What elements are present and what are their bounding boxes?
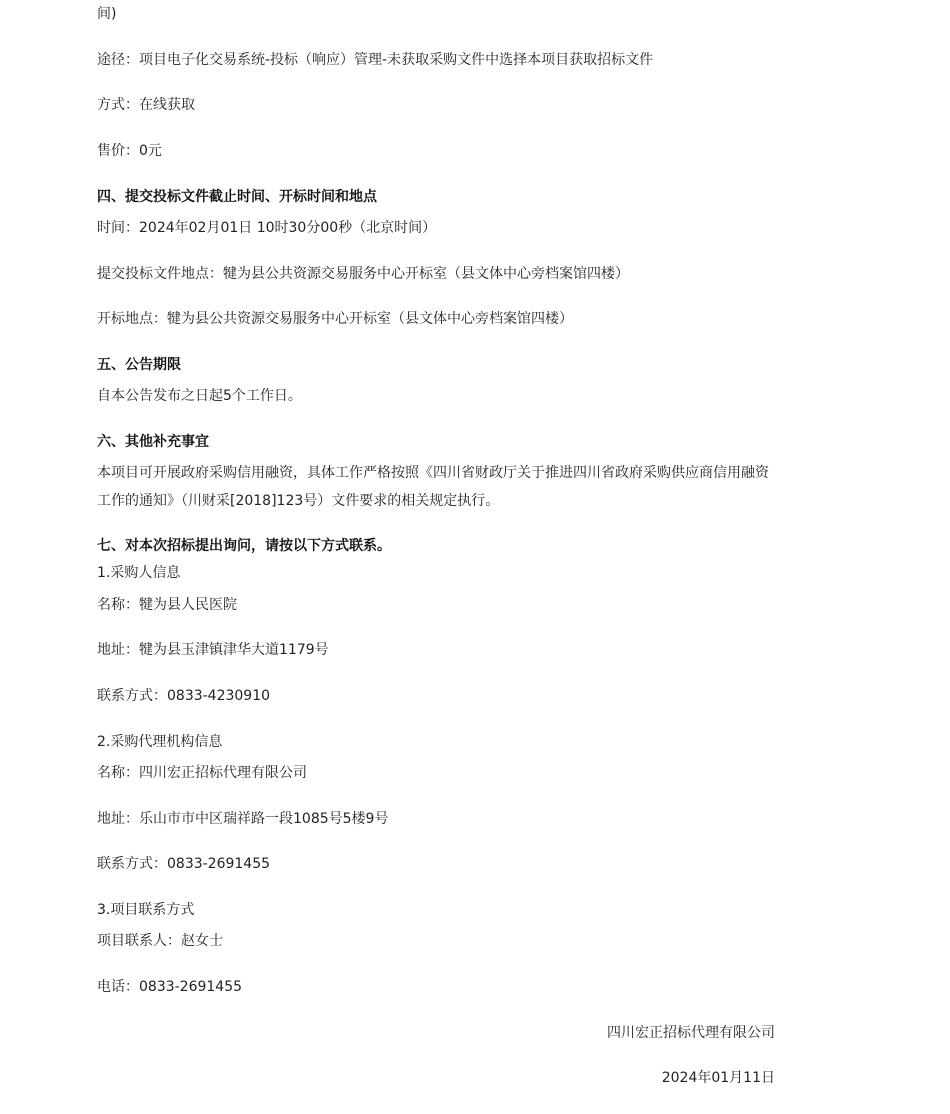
purchaser-info-heading: 1.采购人信息 [97, 565, 181, 581]
document-price: 售价：0元 [97, 143, 162, 159]
section-6-heading: 六、其他补充事宜 [97, 434, 209, 450]
section-7-heading: 七、对本次招标提出询问，请按以下方式联系。 [97, 538, 391, 554]
section-4-heading: 四、提交投标文件截止时间、开标时间和地点 [97, 189, 377, 205]
deadline-time: 时间：2024年02月01日 10时30分00秒（北京时间） [97, 220, 437, 236]
acquisition-method: 方式：在线获取 [97, 97, 195, 113]
signature-organization: 四川宏正招标代理有限公司 [607, 1025, 775, 1041]
opening-place: 开标地点：犍为县公共资源交易服务中心开标室（县文体中心旁档案馆四楼） [97, 311, 573, 327]
project-contact-heading: 3.项目联系方式 [97, 902, 195, 918]
supplement-paragraph: 本项目可开展政府采购信用融资，具体工作严格按照《四川省财政厅关于推进四川省政府采购供应商信用融资工作的通知》（川财采[2018]123号）文件要求的相关规定执行。 [97, 465, 769, 509]
top-fragment-text: 间) [97, 6, 117, 22]
submission-place: 提交投标文件地点：犍为县公共资源交易服务中心开标室（县文体中心旁档案馆四楼） [97, 266, 629, 282]
purchaser-name: 名称：犍为县人民医院 [97, 597, 237, 613]
acquisition-route: 途径：项目电子化交易系统-投标（响应）管理-未获取采购文件中选择本项目获取招标文件 [97, 52, 654, 68]
agency-info-heading: 2.采购代理机构信息 [97, 734, 223, 750]
purchaser-address: 地址：犍为县玉津镇津华大道1179号 [97, 642, 329, 658]
project-phone: 电话：0833-2691455 [97, 979, 243, 995]
notice-period-text: 自本公告发布之日起5个工作日。 [97, 388, 302, 404]
section-5-heading: 五、公告期限 [97, 357, 181, 373]
agency-name: 名称：四川宏正招标代理有限公司 [97, 765, 307, 781]
signature-date: 2024年01月11日 [661, 1070, 775, 1086]
agency-contact: 联系方式：0833-2691455 [97, 856, 271, 872]
agency-address: 地址：乐山市市中区瑞祥路一段1085号5楼9号 [97, 811, 389, 827]
project-contact-person: 项目联系人：赵女士 [97, 933, 223, 949]
purchaser-contact: 联系方式：0833-4230910 [97, 688, 271, 704]
